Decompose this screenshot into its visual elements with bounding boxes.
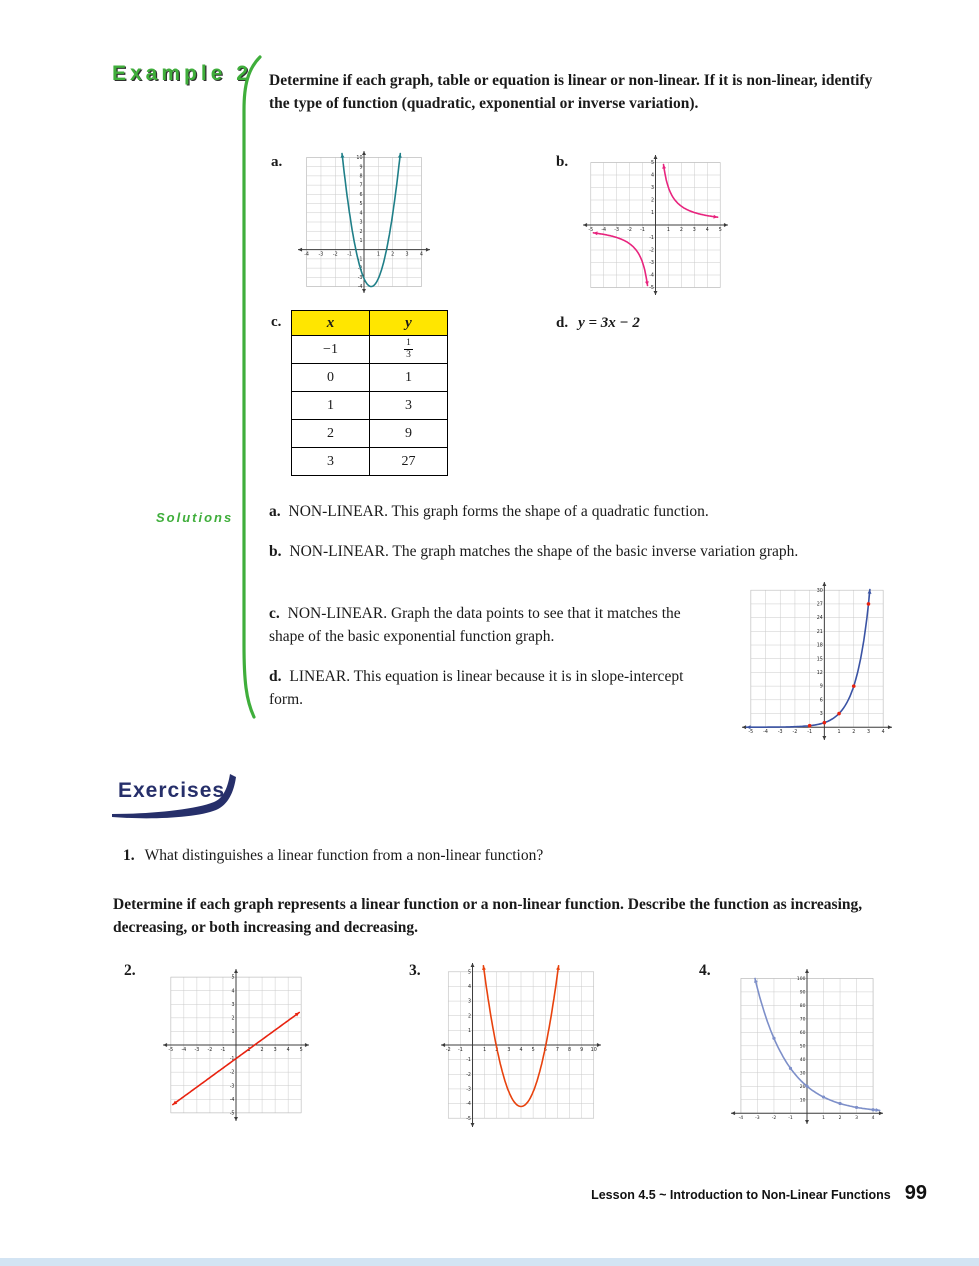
svg-text:1: 1 — [467, 1028, 472, 1034]
svg-text:-4: -4 — [763, 730, 768, 736]
xy-table-body — [292, 336, 448, 476]
svg-text:2: 2 — [359, 229, 363, 235]
svg-text:9: 9 — [580, 1048, 584, 1053]
svg-text:-1: -1 — [220, 1048, 226, 1053]
svg-text:-1: -1 — [457, 1048, 463, 1053]
svg-text:-2: -2 — [627, 228, 633, 233]
svg-text:70: 70 — [799, 1017, 806, 1023]
graph-linear-exercise-2 — [163, 969, 309, 1121]
green-accent-curve — [238, 55, 264, 720]
part-d — [556, 314, 640, 332]
question-4-number: 4. — [699, 962, 711, 979]
svg-text:50: 50 — [799, 1044, 806, 1050]
svg-text:-2: -2 — [229, 1070, 235, 1076]
svg-text:21: 21 — [816, 629, 823, 635]
exercises-heading: Exercises — [118, 779, 226, 802]
svg-text:5: 5 — [359, 202, 363, 208]
svg-text:-4: -4 — [304, 252, 310, 258]
svg-text:8: 8 — [567, 1048, 572, 1053]
svg-text:1: 1 — [837, 730, 841, 736]
solution-b-letter: b. — [269, 543, 282, 560]
table-cell: 1 — [292, 392, 370, 420]
table-row — [292, 364, 448, 392]
solution-d-text: LINEAR. This equation is linear because it is in slope-intercept form. — [269, 668, 684, 709]
table-row — [292, 420, 448, 448]
part-b-label: b. — [556, 154, 569, 170]
svg-text:27: 27 — [816, 602, 823, 608]
svg-text:-3: -3 — [229, 1084, 235, 1090]
svg-text:6: 6 — [819, 698, 823, 704]
svg-text:-3: -3 — [649, 261, 654, 267]
exercise-instructions: Determine if each graph represents a linear function or a non-linear function. Describe the function as increasing, decreasing, or both increasing and decreasing. — [113, 896, 863, 937]
svg-text:-1: -1 — [229, 1057, 235, 1063]
question-1-text: What distinguishes a linear function from a non-linear function? — [144, 847, 544, 864]
svg-text:1: 1 — [359, 239, 363, 245]
svg-text:4: 4 — [286, 1048, 290, 1053]
svg-text:3: 3 — [231, 1002, 235, 1008]
svg-text:3: 3 — [507, 1048, 511, 1053]
svg-text:-5: -5 — [748, 730, 754, 736]
question-3-number: 3. — [409, 962, 421, 979]
svg-text:10: 10 — [356, 156, 363, 162]
xy-table — [291, 310, 448, 476]
svg-text:-2: -2 — [466, 1072, 472, 1078]
svg-text:10: 10 — [799, 1098, 806, 1104]
table-header-y: y — [370, 311, 448, 336]
part-c-label: c. — [271, 314, 282, 330]
svg-text:1: 1 — [822, 1116, 825, 1122]
svg-text:1: 1 — [666, 228, 670, 233]
svg-text:5: 5 — [231, 975, 235, 981]
svg-text:4: 4 — [871, 1116, 875, 1122]
svg-text:-4: -4 — [229, 1097, 235, 1103]
solution-c-text: NON-LINEAR. Graph the data points to see that it matches the shape of the basic exponential function graph. — [269, 605, 681, 646]
svg-text:-1: -1 — [807, 730, 813, 736]
svg-text:20: 20 — [799, 1084, 806, 1090]
svg-text:-4: -4 — [181, 1048, 187, 1053]
svg-text:-3: -3 — [466, 1087, 472, 1093]
svg-text:-2: -2 — [792, 730, 798, 736]
svg-text:-3: -3 — [357, 275, 363, 281]
page-bottom-edge — [0, 1258, 979, 1266]
svg-text:2: 2 — [391, 252, 395, 258]
svg-text:4: 4 — [467, 985, 472, 991]
svg-text:-5: -5 — [168, 1048, 174, 1053]
graph-inverse-example-b — [583, 155, 728, 295]
svg-text:3: 3 — [273, 1048, 277, 1053]
svg-text:5: 5 — [467, 970, 472, 976]
svg-text:2: 2 — [650, 198, 654, 204]
svg-text:5: 5 — [299, 1048, 303, 1053]
svg-text:9: 9 — [819, 684, 823, 690]
table-cell: 1 — [370, 364, 448, 392]
footer-page-number: 99 — [904, 1182, 927, 1204]
solution-a — [269, 500, 873, 523]
example-2-heading: Example 2 — [112, 62, 252, 85]
svg-text:-1: -1 — [347, 252, 353, 258]
solution-c — [269, 602, 717, 649]
table-header-x: x — [292, 311, 370, 336]
svg-text:6: 6 — [359, 192, 363, 198]
question-1-number: 1. — [123, 847, 135, 864]
table-cell: 0 — [292, 364, 370, 392]
svg-text:-4: -4 — [649, 273, 654, 279]
svg-text:-3: -3 — [318, 252, 324, 258]
svg-text:-4: -4 — [738, 1116, 744, 1122]
svg-text:-2: -2 — [649, 248, 654, 254]
svg-text:3: 3 — [855, 1116, 859, 1122]
svg-text:3: 3 — [650, 186, 654, 192]
question-2-number: 2. — [124, 962, 136, 979]
svg-text:4: 4 — [881, 730, 885, 736]
solutions-heading: Solutions — [156, 510, 234, 525]
svg-text:3: 3 — [467, 999, 472, 1005]
table-cell: 3 — [370, 392, 448, 420]
graph-exponential-solution-c — [742, 582, 892, 740]
svg-text:-5: -5 — [588, 228, 594, 233]
svg-text:-1: -1 — [357, 257, 363, 263]
question-1 — [123, 847, 543, 865]
svg-text:24: 24 — [816, 616, 823, 622]
svg-text:-1: -1 — [788, 1116, 793, 1122]
table-cell: 2 — [292, 420, 370, 448]
svg-text:12: 12 — [816, 671, 823, 677]
svg-text:2: 2 — [495, 1048, 499, 1053]
svg-text:2: 2 — [467, 1014, 472, 1020]
svg-text:4: 4 — [519, 1048, 523, 1053]
svg-text:18: 18 — [816, 643, 823, 649]
solution-a-text: NON-LINEAR. This graph forms the shape of a quadratic function. — [288, 503, 709, 520]
svg-text:9: 9 — [359, 165, 363, 171]
svg-text:-1: -1 — [640, 228, 645, 233]
svg-text:2: 2 — [231, 1016, 235, 1022]
svg-text:3: 3 — [866, 730, 871, 736]
svg-text:-3: -3 — [755, 1116, 760, 1122]
graph-quadratic-example-a — [298, 151, 430, 293]
table-cell: 3 — [292, 448, 370, 476]
svg-text:7: 7 — [359, 183, 363, 189]
svg-text:-5: -5 — [229, 1111, 235, 1117]
svg-text:-2: -2 — [445, 1048, 451, 1053]
example-prompt: Determine if each graph, table or equation is linear or non-linear. If it is non-linear, identify the type of function (quadratic, exponential or inverse variation). — [269, 72, 873, 113]
table-cell: 9 — [370, 420, 448, 448]
svg-text:-2: -2 — [357, 266, 363, 272]
svg-text:-1: -1 — [649, 236, 654, 242]
svg-text:-3: -3 — [777, 730, 783, 736]
svg-text:2: 2 — [838, 1116, 842, 1122]
svg-text:1: 1 — [231, 1030, 235, 1036]
table-row — [292, 336, 448, 364]
table-row — [292, 448, 448, 476]
svg-text:1: 1 — [376, 252, 380, 258]
part-d-label: d. — [556, 315, 569, 331]
svg-text:-4: -4 — [601, 228, 607, 233]
table-cell: $\frac{1}{3}$ — [370, 336, 448, 364]
svg-text:90: 90 — [799, 990, 806, 996]
svg-text:3: 3 — [405, 252, 409, 258]
graph-parabola-exercise-3 — [441, 963, 601, 1127]
svg-text:-3: -3 — [614, 228, 620, 233]
solution-d — [269, 665, 699, 712]
svg-text:-3: -3 — [194, 1048, 200, 1053]
svg-text:3: 3 — [359, 220, 363, 226]
svg-text:-2: -2 — [207, 1048, 213, 1053]
svg-text:4: 4 — [359, 211, 363, 217]
svg-text:60: 60 — [799, 1030, 806, 1036]
svg-text:1: 1 — [483, 1048, 487, 1053]
svg-text:-2: -2 — [332, 252, 338, 258]
part-d-equation: y = 3x − 2 — [578, 315, 640, 331]
svg-text:-1: -1 — [466, 1058, 472, 1064]
table-cell: 27 — [370, 448, 448, 476]
svg-text:3: 3 — [819, 712, 823, 718]
svg-text:10: 10 — [590, 1048, 597, 1053]
svg-text:30: 30 — [816, 588, 823, 594]
table-row — [292, 392, 448, 420]
svg-text:80: 80 — [799, 1003, 806, 1009]
graph-decay-exercise-4 — [731, 969, 883, 1124]
solution-b-text: NON-LINEAR. The graph matches the shape of the basic inverse variation graph. — [289, 543, 799, 560]
table-cell: −1 — [292, 336, 370, 364]
svg-text:2: 2 — [679, 228, 683, 233]
svg-text:-5: -5 — [649, 286, 654, 292]
svg-text:7: 7 — [555, 1048, 559, 1053]
svg-text:100: 100 — [796, 977, 806, 983]
svg-text:1: 1 — [650, 211, 654, 217]
part-a-label: a. — [271, 154, 283, 170]
svg-text:-4: -4 — [466, 1102, 472, 1108]
svg-text:5: 5 — [650, 161, 654, 167]
footer-lesson-title: Lesson 4.5 ~ Introduction to Non-Linear Functions — [591, 1188, 891, 1202]
svg-text:2: 2 — [260, 1048, 264, 1053]
svg-text:4: 4 — [650, 173, 654, 179]
svg-text:4: 4 — [231, 989, 235, 995]
svg-text:-2: -2 — [771, 1116, 777, 1122]
table-header-row — [292, 311, 448, 336]
solution-d-letter: d. — [269, 668, 282, 685]
svg-text:6: 6 — [543, 1048, 547, 1053]
svg-text:30: 30 — [799, 1071, 806, 1077]
svg-text:4: 4 — [705, 228, 709, 233]
solution-c-letter: c. — [269, 605, 280, 622]
svg-text:-5: -5 — [466, 1116, 472, 1122]
svg-text:2: 2 — [852, 730, 856, 736]
svg-text:-4: -4 — [357, 285, 363, 291]
svg-text:5: 5 — [718, 228, 722, 233]
svg-text:8: 8 — [359, 174, 363, 180]
solution-a-letter: a. — [269, 503, 281, 520]
svg-text:1: 1 — [247, 1048, 251, 1053]
solution-b — [269, 540, 879, 563]
svg-text:3: 3 — [692, 228, 696, 233]
page-footer — [0, 1182, 927, 1205]
svg-text:15: 15 — [816, 657, 823, 663]
svg-text:40: 40 — [799, 1057, 806, 1063]
svg-text:4: 4 — [419, 252, 423, 258]
svg-text:5: 5 — [531, 1048, 535, 1053]
